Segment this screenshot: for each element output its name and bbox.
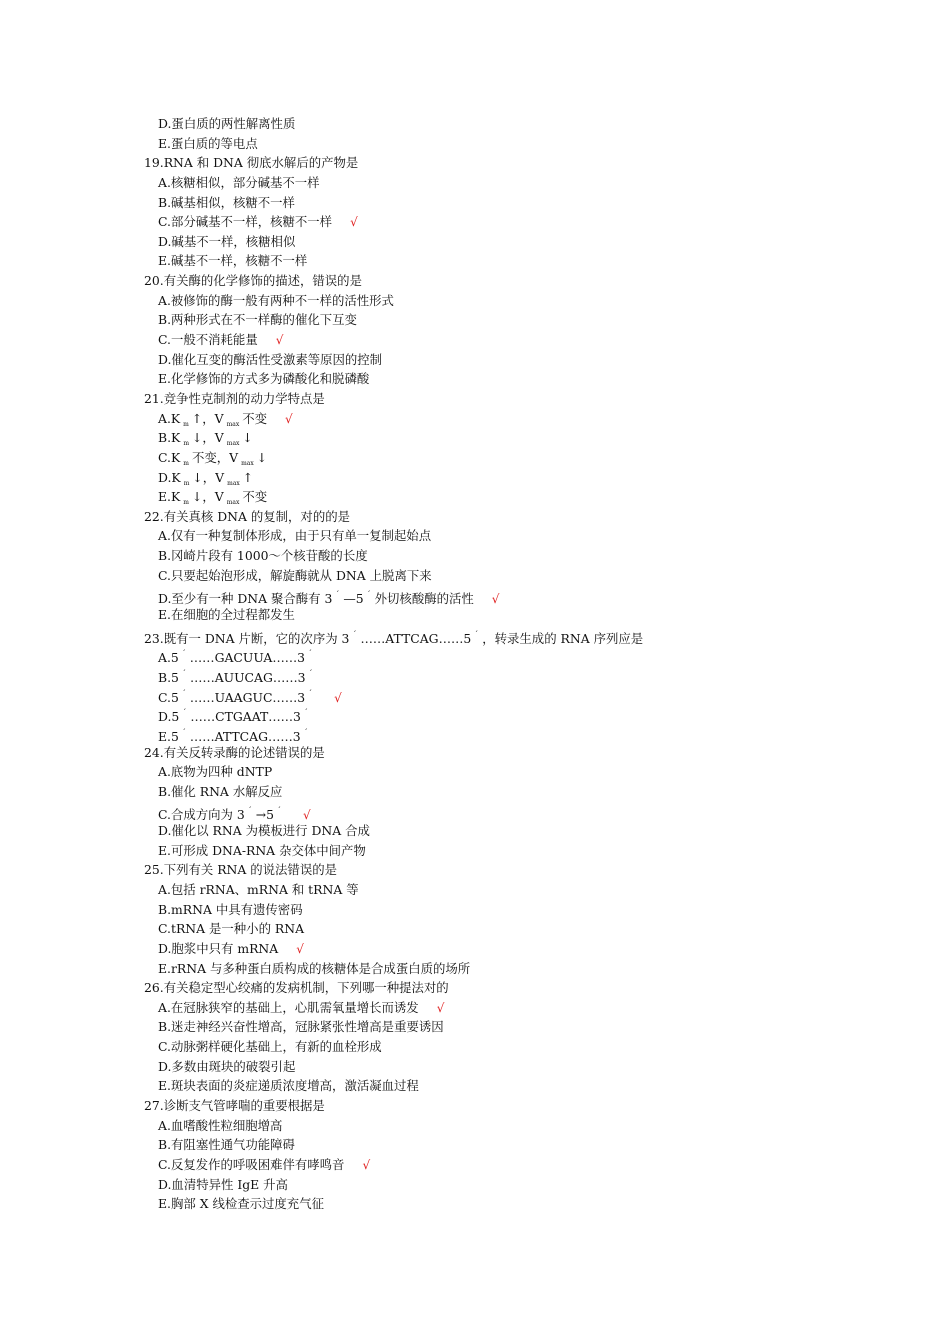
prime-mark: ˊ	[352, 629, 357, 639]
text-fragment: ……ATTCAG……3	[189, 728, 301, 744]
correct-answer-check-icon: √	[362, 1157, 371, 1172]
subscript: m	[183, 479, 190, 487]
option-text: D.碱基不一样，核糖相似	[158, 233, 296, 249]
answer-option	[0, 114, 950, 134]
option-text: D.蛋白质的两性解离性质	[158, 116, 296, 131]
option-text: A.被修饰的酶一般有两种不一样的活性形式	[158, 292, 394, 308]
document-page	[0, 114, 950, 1214]
prime-mark: ˊ	[181, 688, 186, 698]
option-text: C.只要起始泡形成，解旋酶就从 DNA 上脱离下来	[158, 567, 432, 583]
option-text: B.冈崎片段有 1000～个核苷酸的长度	[158, 548, 368, 564]
question-stem	[0, 1096, 950, 1116]
text-fragment: D.5	[158, 709, 180, 725]
answer-option	[0, 409, 950, 429]
text-fragment: E.5	[158, 728, 179, 744]
option-text: A.仅有一种复制体形成，由于只有单一复制起始点	[158, 528, 432, 544]
text-fragment: 外切核酸酶的活性	[374, 591, 474, 607]
answer-option	[0, 212, 950, 232]
text-fragment: ……UAAGUC……3	[189, 689, 306, 705]
option-text: A.在冠脉狭窄的基础上，心肌需氧量增长而诱发	[158, 999, 419, 1015]
option-text: B.催化 RNA 水解反应	[158, 783, 283, 799]
text-fragment: ↓	[256, 449, 268, 465]
option-text: E.在细胞的全过程都发生	[158, 607, 295, 623]
text-fragment: 不变	[242, 410, 268, 426]
prime-mark: ˊ	[308, 668, 313, 678]
prime-mark: ˊ	[335, 590, 340, 600]
answer-option	[0, 959, 950, 979]
answer-option	[0, 821, 950, 841]
text-fragment: 不变	[242, 489, 268, 505]
prime-mark: ˊ	[308, 688, 313, 698]
option-text: B.有阻塞性通气功能障碍	[158, 1137, 295, 1153]
option-text: A.核糖相似，部分碱基不一样	[158, 174, 320, 190]
correct-answer-check-icon: √	[436, 1000, 445, 1015]
question-stem	[0, 625, 950, 645]
prime-mark: ˊ	[277, 806, 282, 816]
text-fragment: ……ATTCAG……5	[360, 630, 472, 646]
answer-option	[0, 251, 950, 271]
option-text: C.部分碱基不一样，核糖不一样	[158, 214, 333, 230]
option-text: E.可形成 DNA-RNA 杂交体中间产物	[158, 842, 366, 858]
text-fragment: D.K	[158, 469, 181, 485]
answer-option	[0, 762, 950, 782]
answer-option	[0, 173, 950, 193]
text-fragment: 23.既有一 DNA 片断，它的次序为 3	[144, 630, 350, 646]
option-text: E.蛋白质的等电点	[158, 135, 258, 151]
question-stem	[0, 507, 950, 527]
answer-option	[0, 919, 950, 939]
option-text: A.包括 rRNA、mRNA 和 tRNA 等	[158, 881, 359, 897]
answer-option	[0, 782, 950, 802]
question-stem	[0, 860, 950, 880]
answer-option	[0, 487, 950, 507]
prime-mark: ˊ	[303, 727, 308, 737]
subscript: max	[241, 459, 254, 467]
text-fragment: ↓	[242, 430, 253, 446]
question-text: 27.诊断支气管哮喘的重要根据是	[144, 1098, 325, 1114]
option-text: A.底物为四种 dNTP	[158, 764, 273, 780]
answer-option	[0, 1175, 950, 1195]
correct-answer-check-icon: √	[275, 333, 284, 348]
text-fragment: ……GACUUA……3	[189, 650, 306, 666]
question-text: 26.有关稳定型心绞痛的发病机制，下列哪一种提法对的	[144, 980, 449, 996]
subscript: m	[183, 440, 190, 448]
answer-option	[0, 468, 950, 488]
option-text: A.血嗜酸性粒细胞增高	[158, 1117, 283, 1133]
answer-option	[0, 723, 950, 743]
text-fragment: —5	[343, 591, 364, 607]
answer-option	[0, 1194, 950, 1214]
text-fragment: ……AUUCAG……3	[189, 669, 306, 685]
correct-answer-check-icon: √	[334, 690, 342, 705]
text-fragment: ↑	[242, 469, 254, 485]
answer-option	[0, 880, 950, 900]
option-text: B.碱基相似，核糖不一样	[158, 194, 295, 210]
text-fragment: ，转录生成的 RNA 序列应是	[482, 630, 644, 646]
answer-option	[0, 526, 950, 546]
text-fragment: B.5	[158, 669, 179, 685]
prime-mark: ˊ	[181, 727, 186, 737]
answer-option	[0, 369, 950, 389]
answer-option	[0, 644, 950, 664]
prime-mark: ˊ	[366, 590, 371, 600]
answer-option	[0, 350, 950, 370]
subscript: max	[226, 499, 240, 507]
option-text: E.rRNA 与多种蛋白质构成的核糖体是合成蛋白质的场所	[158, 960, 471, 976]
text-fragment: D.至少有一种 DNA 聚合酶有 3	[158, 591, 333, 607]
answer-option	[0, 900, 950, 920]
answer-option	[0, 1135, 950, 1155]
answer-option	[0, 801, 950, 821]
text-fragment: →5	[255, 807, 275, 823]
question-stem	[0, 978, 950, 998]
answer-option	[0, 566, 950, 586]
answer-option	[0, 664, 950, 684]
option-text: C.tRNA 是一种小的 RNA	[158, 921, 305, 937]
text-fragment: ↓，V	[192, 469, 225, 485]
text-fragment: C.合成方向为 3	[158, 807, 245, 823]
option-text: C.反复发作的呼吸困难伴有哮鸣音	[158, 1156, 345, 1172]
text-fragment: E.K	[158, 489, 181, 505]
option-text: D.血清特异性 IgE 升高	[158, 1176, 288, 1192]
answer-option	[0, 684, 950, 704]
question-stem	[0, 153, 950, 173]
text-fragment: ↓，V	[192, 430, 224, 446]
option-text: E.胸部 X 线检查示过度充气征	[158, 1196, 324, 1212]
question-stem	[0, 389, 950, 409]
prime-mark: ˊ	[303, 708, 308, 718]
correct-answer-check-icon: √	[491, 592, 500, 607]
answer-option	[0, 428, 950, 448]
question-text: 25.下列有关 RNA 的说法错误的是	[144, 862, 337, 878]
correct-answer-check-icon: √	[285, 411, 293, 426]
prime-mark: ˊ	[182, 708, 187, 718]
text-fragment: C.5	[158, 689, 179, 705]
answer-option	[0, 1155, 950, 1175]
question-stem	[0, 271, 950, 291]
correct-answer-check-icon: √	[303, 808, 311, 823]
answer-option	[0, 998, 950, 1018]
option-text: C.动脉粥样硬化基础上，有新的血栓形成	[158, 1039, 382, 1055]
answer-option	[0, 605, 950, 625]
option-text: D.催化以 RNA 为模板进行 DNA 合成	[158, 823, 370, 839]
answer-option	[0, 585, 950, 605]
option-text: D.胞浆中只有 mRNA	[158, 940, 279, 956]
question-text: 19.RNA 和 DNA 彻底水解后的产物是	[144, 155, 359, 171]
text-fragment: A.K	[158, 410, 181, 426]
option-text: B.迷走神经兴奋性增高，冠脉紧张性增高是重要诱因	[158, 1019, 444, 1035]
correct-answer-check-icon: √	[350, 215, 358, 230]
question-text: 22.有关真核 DNA 的复制，对的的是	[144, 508, 350, 524]
prime-mark: ˊ	[181, 668, 186, 678]
prime-mark: ˊ	[474, 629, 479, 639]
answer-option	[0, 310, 950, 330]
answer-option	[0, 1037, 950, 1057]
text-fragment: ↑，V	[191, 410, 224, 426]
option-text: B.两种形式在不一样酶的催化下互变	[158, 312, 357, 328]
text-fragment: ↓，V	[191, 489, 224, 505]
subscript: max	[227, 479, 240, 487]
answer-option	[0, 193, 950, 213]
option-text: E.碱基不一样，核糖不一样	[158, 253, 308, 269]
option-text: E.化学修饰的方式多为磷酸化和脱磷酸	[158, 371, 370, 387]
answer-option	[0, 546, 950, 566]
answer-option	[0, 939, 950, 959]
text-fragment: C.K	[158, 449, 181, 465]
answer-option	[0, 291, 950, 311]
subscript: max	[226, 420, 240, 428]
option-text: C.一般不消耗能量	[158, 332, 258, 348]
option-text: E.斑块表面的炎症递质浓度增高，激活凝血过程	[158, 1078, 419, 1094]
text-fragment: A.5	[158, 650, 179, 666]
correct-answer-check-icon: √	[296, 941, 304, 956]
text-fragment: B.K	[158, 430, 181, 446]
subscript: m	[183, 420, 189, 428]
answer-option	[0, 841, 950, 861]
question-text: 24.有关反转录酶的论述错误的是	[144, 744, 325, 760]
question-text: 20.有关酶的化学修饰的描述，错误的是	[144, 273, 362, 289]
option-text: D.多数由斑块的破裂引起	[158, 1058, 296, 1074]
answer-option	[0, 330, 950, 350]
text-fragment: 不变，V	[191, 449, 239, 465]
option-text: D.催化互变的酶活性受激素等原因的控制	[158, 351, 383, 367]
question-text: 21.竞争性克制剂的动力学特点是	[144, 390, 325, 406]
answer-option	[0, 1017, 950, 1037]
question-stem	[0, 743, 950, 763]
answer-option	[0, 232, 950, 252]
prime-mark: ˊ	[247, 806, 252, 816]
answer-option	[0, 1057, 950, 1077]
option-text: B.mRNA 中具有遗传密码	[158, 901, 303, 917]
answer-option	[0, 448, 950, 468]
answer-option	[0, 703, 950, 723]
subscript: m	[183, 499, 189, 507]
prime-mark: ˊ	[181, 649, 186, 659]
subscript: max	[226, 440, 240, 448]
answer-option	[0, 1076, 950, 1096]
answer-option	[0, 134, 950, 154]
prime-mark: ˊ	[308, 649, 313, 659]
text-fragment: ……CTGAAT……3	[190, 709, 301, 725]
answer-option	[0, 1116, 950, 1136]
subscript: m	[183, 459, 189, 467]
